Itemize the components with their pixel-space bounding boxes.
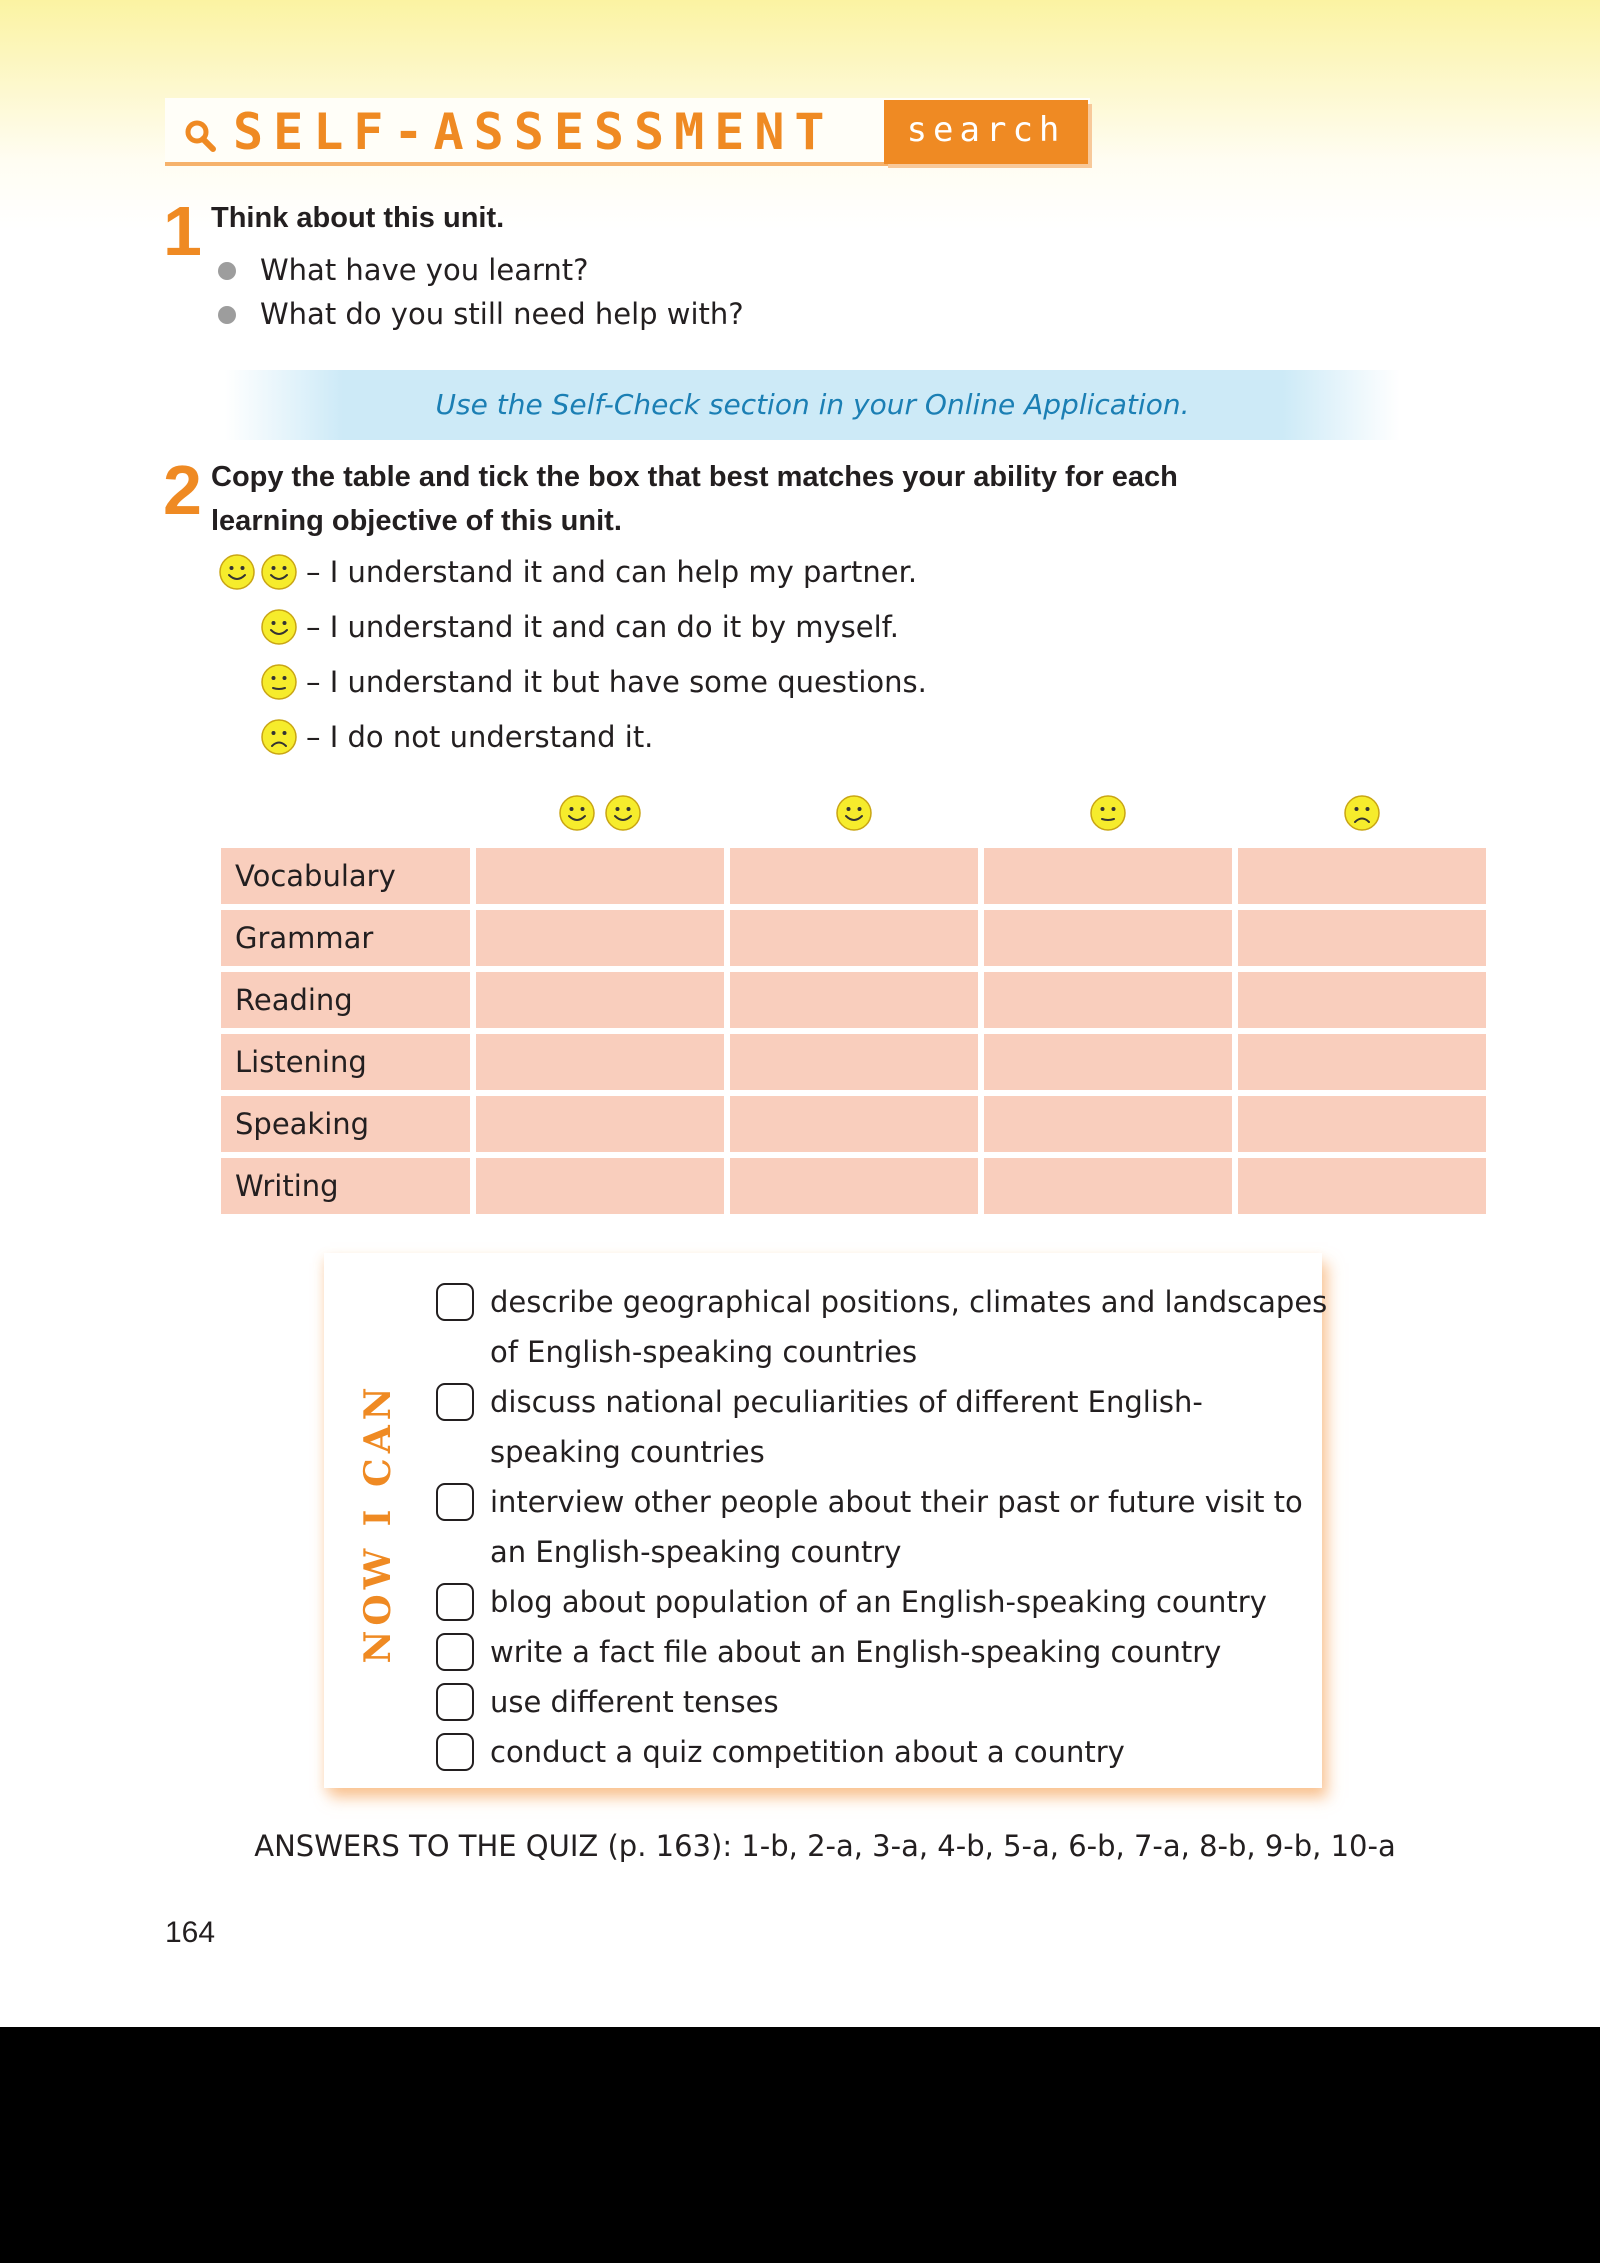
task-2-heading-line-2: learning objective of this unit. (211, 505, 622, 537)
task-number-2: 2 (163, 451, 202, 529)
key-faces (260, 608, 298, 648)
tick-cell[interactable] (984, 910, 1232, 966)
task-1-heading: Think about this unit. (211, 202, 505, 234)
table-row (221, 1096, 1489, 1152)
tick-cell[interactable] (1238, 910, 1486, 966)
list-item (436, 1377, 1316, 1477)
table-header-icons (0, 790, 1600, 836)
table-row (221, 972, 1489, 1028)
tick-cell[interactable] (984, 1096, 1232, 1152)
tick-cell[interactable] (476, 1158, 724, 1214)
smiley-face-icon (604, 794, 642, 832)
row-label-grammar: Grammar (221, 910, 470, 966)
task-1-bullets (218, 248, 744, 336)
tick-cell[interactable] (730, 1158, 978, 1214)
page-number: 164 (165, 1916, 216, 1949)
page-title: SELF-ASSESSMENT (233, 103, 835, 161)
list-item (436, 1577, 1316, 1627)
item-text (490, 1377, 1330, 1477)
table-row (221, 1034, 1489, 1090)
key-row-4 (210, 715, 298, 759)
tick-cell[interactable] (476, 1034, 724, 1090)
item-text: blog about population of an English-speaking country (490, 1585, 1267, 1619)
list-item (436, 1677, 1316, 1727)
tick-cell[interactable] (984, 972, 1232, 1028)
tick-cell[interactable] (984, 1034, 1232, 1090)
key-row-3 (210, 660, 298, 704)
item-line: describe geographical positions, climates and landscapes (490, 1285, 1328, 1319)
tick-cell[interactable] (1238, 1158, 1486, 1214)
tick-cell[interactable] (1238, 848, 1486, 904)
tick-cell[interactable] (730, 1034, 978, 1090)
list-item (436, 1627, 1316, 1677)
task-2-heading-line-1: Copy the table and tick the box that best matches your ability for each (211, 461, 1178, 493)
tick-cell[interactable] (730, 972, 978, 1028)
row-label-listening: Listening (221, 1034, 470, 1090)
tick-cell[interactable] (984, 1158, 1232, 1214)
neutral-face-icon (1089, 794, 1127, 832)
tick-cell[interactable] (1238, 1096, 1486, 1152)
smiley-face-icon (260, 608, 298, 646)
task-number-1: 1 (163, 192, 202, 270)
item-line: speaking countries (490, 1435, 765, 1469)
checkbox[interactable] (436, 1283, 474, 1321)
bullet-text: What do you still need help with? (260, 297, 744, 331)
list-item (218, 248, 744, 292)
list-item (436, 1277, 1328, 1377)
item-line: discuss national peculiarities of different English- (490, 1385, 1203, 1419)
column-head-1 (476, 790, 724, 836)
list-item (218, 292, 744, 336)
key-text-2: – I understand it and can do it by myself. (306, 610, 899, 644)
key-text-1: – I understand it and can help my partner. (306, 555, 918, 589)
checkbox[interactable] (436, 1583, 474, 1621)
item-text (490, 1477, 1330, 1577)
section-header (165, 98, 1090, 168)
table-row (221, 1158, 1489, 1214)
item-text: use different tenses (490, 1685, 779, 1719)
item-line: an English-speaking country (490, 1535, 902, 1569)
key-row-1 (210, 550, 298, 594)
key-faces (218, 553, 298, 593)
now-i-can-label (348, 1382, 408, 1664)
item-line: of English-speaking countries (490, 1335, 918, 1369)
item-text: conduct a quiz competition about a country (490, 1735, 1125, 1769)
self-check-banner: Use the Self-Check section in your Online Application. (225, 370, 1400, 440)
tick-cell[interactable] (1238, 972, 1486, 1028)
smiley-face-icon (558, 794, 596, 832)
sad-face-icon (260, 718, 298, 756)
search-icon (180, 116, 220, 156)
list-item (436, 1727, 1316, 1777)
list-item (436, 1477, 1316, 1577)
tick-cell[interactable] (1238, 1034, 1486, 1090)
bullet-icon (218, 306, 236, 324)
item-text: write a fact file about an English-speaking country (490, 1635, 1222, 1669)
column-head-2 (730, 790, 978, 836)
tick-cell[interactable] (476, 910, 724, 966)
tick-cell[interactable] (984, 848, 1232, 904)
tick-cell[interactable] (730, 848, 978, 904)
tick-cell[interactable] (476, 1096, 724, 1152)
self-assessment-table (221, 848, 1489, 1220)
item-text (490, 1277, 1330, 1377)
item-line: interview other people about their past or future visit to (490, 1485, 1303, 1519)
key-text-3: – I understand it but have some questions. (306, 665, 927, 699)
table-row (221, 910, 1489, 966)
sad-face-icon (1343, 794, 1381, 832)
quiz-answers: ANSWERS TO THE QUIZ (p. 163): 1-b, 2-a, 3-a, 4-b, 5-a, 6-b, 7-a, 8-b, 9-b, 10-a (254, 1829, 1396, 1863)
key-row-2 (210, 605, 298, 649)
checkbox[interactable] (436, 1633, 474, 1671)
key-text-4: – I do not understand it. (306, 720, 654, 754)
key-faces (260, 718, 298, 758)
smiley-face-icon (835, 794, 873, 832)
tick-cell[interactable] (476, 848, 724, 904)
now-i-can-box (324, 1253, 1328, 1788)
tick-cell[interactable] (730, 1096, 978, 1152)
column-head-4 (1238, 790, 1486, 836)
checkbox[interactable] (436, 1733, 474, 1771)
row-label-writing: Writing (221, 1158, 470, 1214)
row-label-speaking: Speaking (221, 1096, 470, 1152)
now-i-can-label-text: NOW I CAN (357, 1382, 399, 1664)
tick-cell[interactable] (476, 972, 724, 1028)
row-label-vocabulary: Vocabulary (221, 848, 470, 904)
tick-cell[interactable] (730, 910, 978, 966)
checkbox[interactable] (436, 1683, 474, 1721)
row-label-reading: Reading (221, 972, 470, 1028)
search-tag: search (884, 100, 1088, 164)
checkbox[interactable] (436, 1483, 474, 1521)
bullet-icon (218, 262, 236, 280)
checkbox[interactable] (436, 1383, 474, 1421)
column-head-3 (984, 790, 1232, 836)
key-faces (260, 663, 298, 703)
bullet-text: What have you learnt? (260, 253, 589, 287)
smiley-face-icon (260, 553, 298, 591)
neutral-face-icon (260, 663, 298, 701)
smiley-face-icon (218, 553, 256, 591)
table-row (221, 848, 1489, 904)
